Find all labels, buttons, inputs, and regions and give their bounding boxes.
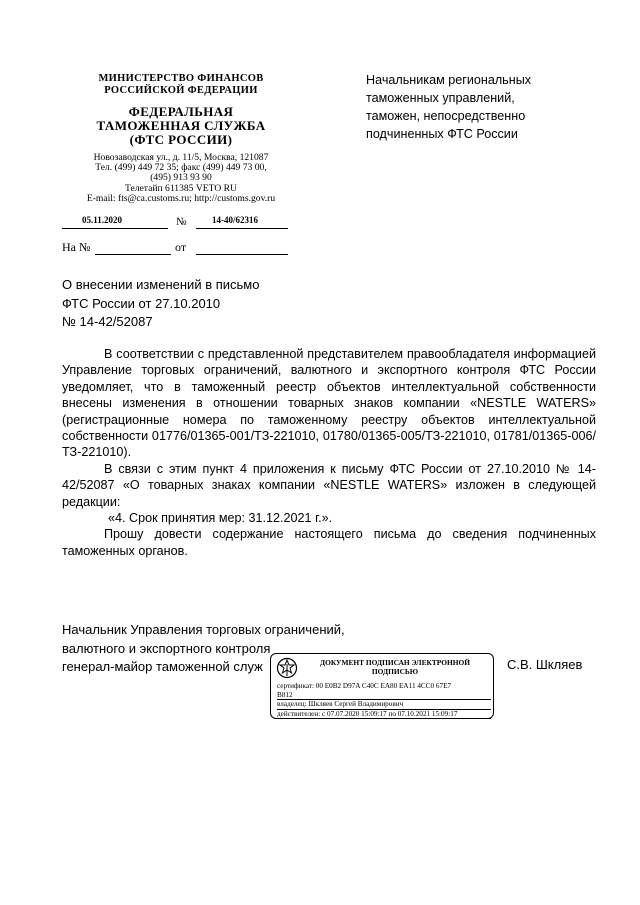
- stamp-title: [301, 658, 489, 676]
- validity-line: действителен: с 07.07.2020 15:09:17 по 07.10.2021 15:09:17: [277, 710, 491, 720]
- body-paragraph: Прошу довести содержание настоящего письма до сведения подчиненных таможенных органов.: [62, 527, 596, 558]
- subject-line: ФТС России от 27.10.2010: [62, 295, 221, 311]
- registration-line: [62, 215, 294, 231]
- reference-date-underline: [196, 254, 288, 255]
- document-number: 14-40/62316: [212, 215, 258, 225]
- reference-date-label: от: [175, 240, 187, 254]
- recipient-line: подчиненных ФТС России: [366, 127, 518, 141]
- number-sign: №: [176, 216, 187, 228]
- service-line: ТАМОЖЕННАЯ СЛУЖБА: [96, 118, 266, 133]
- reference-number-underline: [95, 254, 171, 255]
- signatory-title-line: Начальник Управления торговых ограничений,: [62, 622, 345, 637]
- service-line: ФЕДЕРАЛЬНАЯ: [128, 104, 234, 119]
- body-paragraph: В соответствии с представленной представителем правообладателя информацией Управление торговых ограничений, валютного и экспортного контроля ФТС России уведомляет, что в таможенный реестр объектов интеллектуальной собственности внесены изменения в отношении товарных знаков компании «NESTLE WATERS» (регистрационные номера по таможенному реестру объектов интеллектуальной собственности 01776/01365-001/ТЗ-221010, 01780/01365-005/ТЗ-221010, 01781/01365-006/ТЗ-221010).: [62, 347, 596, 460]
- signatory-title-line: валютного и экспортного контроля: [62, 640, 271, 656]
- document-date: 05.11.2020: [82, 215, 123, 225]
- letter-body: [62, 346, 596, 559]
- ministry-name: [62, 73, 300, 97]
- reference-line: [62, 240, 294, 258]
- ministry-line: РОССИЙСКОЙ ФЕДЕРАЦИИ: [104, 85, 258, 96]
- letter-subject: [62, 276, 259, 332]
- recipient-line: таможенных управлений,: [366, 91, 515, 105]
- owner-line: владелец: Шкляев Сергей Владимирович: [277, 700, 491, 710]
- electronic-signature-stamp: [270, 653, 494, 719]
- customs-emblem-icon: [276, 657, 298, 679]
- address-line: Новозаводская ул., д. 11/5, Москва, 121087: [93, 152, 269, 163]
- number-underline: [196, 228, 288, 229]
- signatory-title-line: генерал-майор таможенной служ: [62, 659, 263, 674]
- phone-line: Тел. (499) 449 72 35; факс (499) 449 73 00,: [95, 162, 267, 174]
- body-quote: «4. Срок принятия мер: 31.12.2021 г.».: [108, 511, 333, 526]
- stamp-title-line: ДОКУМЕНТ ПОДПИСАН ЭЛЕКТРОННОЙ: [320, 658, 470, 667]
- body-paragraph: В связи с этим пункт 4 приложения к письму ФТС России от 27.10.2010 № 14-42/52087 «О товарных знаках компании «NESTLE WATERS» изложен в следующей редакции:: [62, 461, 596, 509]
- subject-line: О внесении изменений в письмо: [62, 277, 260, 292]
- signatory-name: С.В. Шкляев: [507, 657, 583, 672]
- recipient-block: [366, 71, 531, 143]
- service-line: (ФТС РОССИИ): [129, 132, 233, 147]
- recipient-line: Начальникам региональных: [366, 73, 532, 87]
- date-underline: [62, 228, 168, 229]
- stamp-title-line: ПОДПИСЬЮ: [371, 667, 419, 676]
- recipient-line: таможен, непосредственно: [366, 109, 526, 123]
- phone-line: (495) 913 93 90: [150, 172, 212, 184]
- certificate-line: сертификат: 00 E0B2 D97A C40C EA80 EA11 4CC0 67E7: [277, 682, 452, 690]
- service-name: [62, 105, 300, 147]
- ministry-line: МИНИСТЕРСТВО ФИНАНСОВ: [98, 73, 264, 84]
- contact-block: [62, 153, 300, 204]
- teletype-line: Телетайп 611385 VETO RU: [125, 182, 237, 194]
- stamp-details: [277, 682, 491, 719]
- email-line: E-mail: fts@ca.customs.ru; http://customs.gov.ru: [86, 192, 276, 204]
- reference-number-label: На №: [62, 240, 91, 254]
- subject-line: № 14-42/52087: [62, 314, 153, 329]
- certificate-line-cont: B812: [277, 691, 491, 701]
